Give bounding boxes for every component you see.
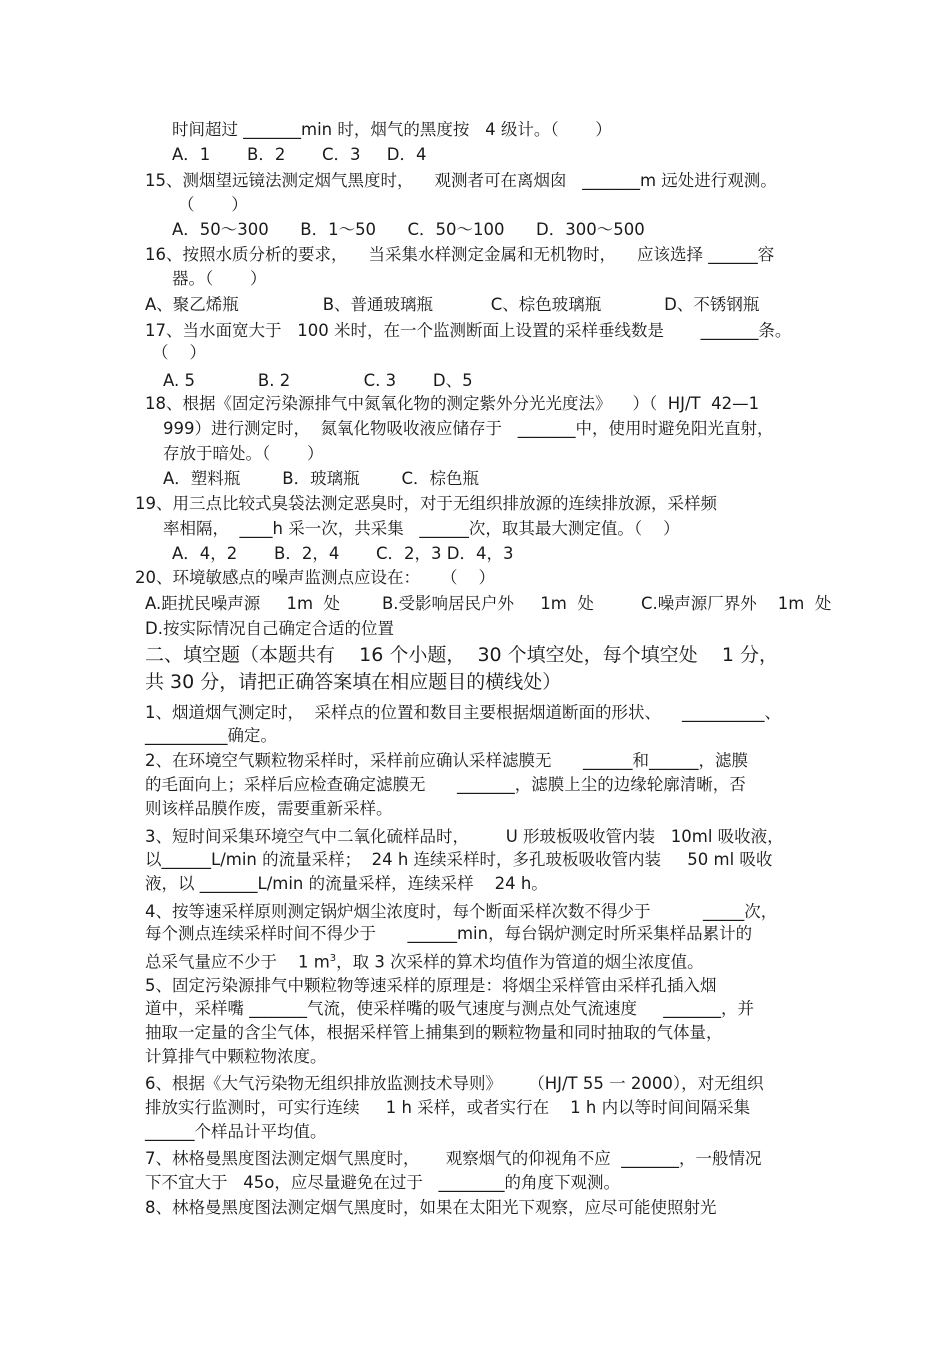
question-17: 17、当水面宽大于 100 米时，在一个监测断面上设置的采样垂线数是 _______条。 (145, 321, 792, 340)
section-heading: 二、填空题（本题共有 16 个小题， 30 个填空处，每个填空处 1 分， (145, 644, 778, 666)
fill-question-4: 4、按等速采样原则测定锅炉烟尘浓度时，每个断面采样次数不得少于 _____次， (145, 902, 778, 921)
answer-options: A、聚乙烯瓶 B、普通玻璃瓶 C、棕色玻璃瓶 D、不锈钢瓶 (145, 295, 760, 314)
text-line: 道中，采样嘴 _______气流，使采样嘴的吸气速度与测点处气流速度 _______，并 (145, 999, 754, 1018)
fill-question-3: 3、短时间采集环境空气中二氧化硫样品时， U 形玻板吸收管内装 10ml 吸收液， (145, 827, 784, 846)
text-line: 排放实行监测时，可实行连续 1 h 采样，或者实行在 1 h 内以等时间间隔采集 (145, 1098, 751, 1117)
text-line: 总采气量应不少于 1 $m^3$，取 3 次采样的算术均值作为管道的烟尘浓度值。 (145, 952, 704, 972)
text-line: 以______L/min 的流量采样； 24 h 连续采样时，多孔玻板吸收管内装 50 ml 吸收 (145, 850, 773, 869)
text-line: 的毛面向上；采样后应检查确定滤膜无 _______，滤膜上尘的边缘轮廓清晰，否 (145, 775, 746, 794)
fill-question-7: 7、林格曼黑度图法测定烟气黑度时， 观察烟气的仰视角不应 _______，一般情况 (145, 1149, 762, 1168)
fill-question-2: 2、在环境空气颗粒物采样时，采样前应确认采样滤膜无 ______和______，滤膜 (145, 751, 748, 770)
fill-question-8: 8、林格曼黑度图法测定烟气黑度时，如果在太阳光下观察，应尽可能使照射光 (145, 1198, 717, 1217)
answer-options: A.距扰民噪声源 1m 处 B.受影响居民户外 1m 处 C.噪声源厂界外 1m 处 (145, 594, 832, 613)
answer-bracket: （ ） (152, 343, 206, 362)
answer-options: A．1 B．2 C．3 D．4 (172, 145, 427, 164)
question-19: 19、用三点比较式臭袋法测定恶臭时，对于无组织排放源的连续排放源，采样频 (135, 494, 717, 513)
text-line: ______个样品计平均值。 (145, 1122, 327, 1141)
text-line: 率相隔， ____h 采一次，共采集 ______次，取其最大测定值。（ ） (163, 519, 680, 538)
fill-question-5: 5、固定污染源排气中颗粒物等速采样的原理是：将烟尘采样管由采样孔插入烟 (145, 976, 717, 995)
text-line: 抽取一定量的含尘气体，根据采样管上捕集到的颗粒物量和同时抽取的气体量， (145, 1023, 723, 1042)
text-line: 器。（ ） (172, 269, 267, 288)
question-16: 16、按照水质分析的要求， 当采集水样测定金属和无机物时， 应该选择 ______容 (145, 245, 775, 264)
text-line: 计算排气中颗粒物浓度。 (145, 1047, 327, 1066)
text-line: 则该样品膜作废，需要重新采样。 (145, 799, 393, 818)
text-line: 存放于暗处。（ ） (163, 444, 324, 463)
answer-options: A．50～300 B．1～50 C．50～100 D．300～500 (172, 220, 645, 239)
fill-question-1: 1、烟道烟气测定时， 采样点的位置和数目主要根据烟道断面的形状、 __________、 (145, 703, 781, 722)
question-18: 18、根据《固定污染源排气中氮氧化物的测定紫外分光光度法》 ）（ HJ/T 42—1 (145, 394, 760, 413)
text-line: 999）进行测定时， 氮氧化物吸收液应储存于 _______中，使用时避免阳光直射， (163, 419, 774, 438)
text-line: 时间超过 _______min 时，烟气的黑度按 4 级计。（ ） (172, 120, 612, 139)
answer-options: A．4，2 B．2，4 C．2，3 D．4，3 (172, 544, 514, 563)
text-line: 下不宜大于 45o，应尽量避免在过于 ________的角度下观测。 (145, 1173, 621, 1192)
question-20: 20、环境敏感点的噪声监测点应设在： （ ） (135, 568, 495, 587)
question-15: 15、测烟望远镜法测定烟气黑度时， 观测者可在离烟囱 _______m 远处进行观测。 (145, 171, 777, 190)
answer-options: A．塑料瓶 B．玻璃瓶 C．棕色瓶 (163, 469, 480, 488)
text-line: 液，以 _______L/min 的流量采样，连续采样 24 h。 (145, 874, 548, 893)
section-heading: 共 30 分，请把正确答案填在相应题目的横线处） (145, 671, 562, 693)
answer-options: D.按实际情况自己确定合适的位置 (145, 619, 394, 638)
answer-options: A. 5 B. 2 C. 3 D、5 (163, 371, 473, 390)
text-line: __________确定。 (145, 726, 277, 745)
text-line: 每个测点连续采样时间不得少于 ______min，每台锅炉测定时所采集样品累计的 (145, 924, 753, 943)
answer-bracket: （ ） (178, 195, 248, 214)
fill-question-6: 6、根据《大气污染物无组织排放监测技术导则》 （HJ/T 55 一 2000），对无组织 (145, 1074, 764, 1093)
